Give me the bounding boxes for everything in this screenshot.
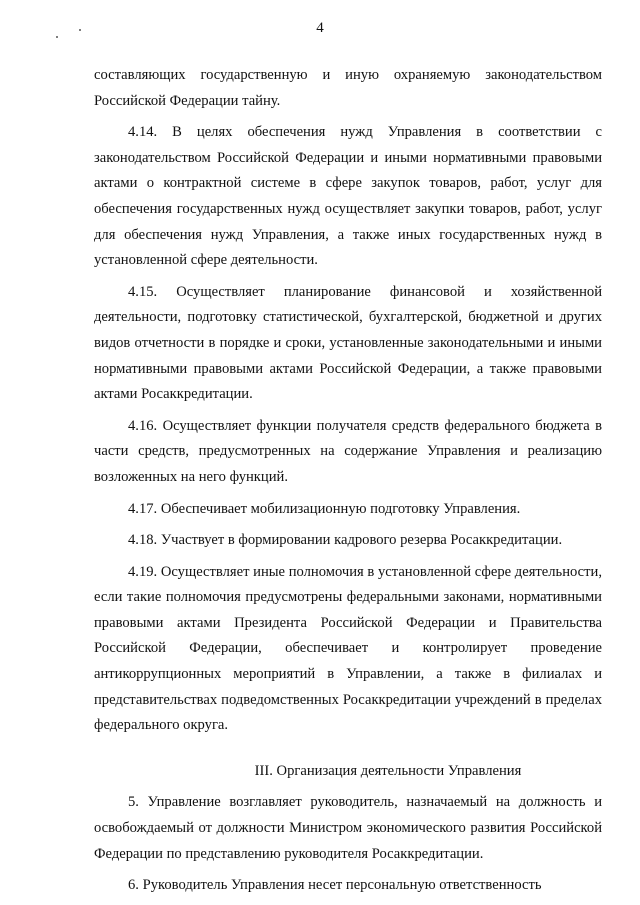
paragraph-6: 6. Руководитель Управления несет персональную ответственность xyxy=(128,877,542,894)
section-heading: III. Организация деятельности Управления xyxy=(254,762,522,779)
paragraph-4-17: 4.17. Обеспечивает мобилизационную подготовку Управления. xyxy=(128,500,521,517)
page-number: 4 xyxy=(316,20,324,36)
paragraph-4-19: 4.19. Осуществляет иные полномочия в установленной сфере деятельности, если такие полномочия предусмотрены федеральными законами, нормативными правовыми актами Президента Российской Федерации и Правительства Российской Федерации, обеспечивает и контролирует проведение антикоррупционных мероприятий в Управлении, а также в филиалах и представительствах подведомственных Росаккредитации учреждений в пределах федерального округа. xyxy=(94,563,602,734)
paragraph-5: 5. Управление возглавляет руководитель, назначаемый на должность и освобождаемый от должности Министром экономического развития Российской Федерации по представлению руководителя Росаккредитации. xyxy=(94,794,602,862)
paragraph-4-16: 4.16. Осуществляет функции получателя средств федерального бюджета в части средств, предусмотренных на содержание Управления и реализацию возложенных на него функций. xyxy=(94,417,602,485)
paragraph-4-15: 4.15. Осуществляет планирование финансовой и хозяйственной деятельности, подготовку статистической, бухгалтерской, бюджетной и других видов отчетности в порядке и сроки, установленные законодательными и иными нормативными правовыми актами Российской Федерации, а также правовыми актами Росаккредитации. xyxy=(94,283,602,403)
paragraph-4-18: 4.18. Участвует в формировании кадрового резерва Росаккредитации. xyxy=(128,532,563,549)
paragraph-continuation: составляющих государственную и иную охраняемую законодательством Российской Федерации тайну. xyxy=(94,67,602,109)
paragraph-4-14: 4.14. В целях обеспечения нужд Управления в соответствии с законодательством Российской Федерации и иными нормативными правовыми актами о контрактной системе в сфере закупок товаров, работ, услуг для обеспечения государственных нужд осуществляет закупки товаров, работ, услуг для обеспечения нужд Управления, а также иных государственных нужд в установленной сфере деятельности. xyxy=(94,124,602,269)
document-body xyxy=(94,63,602,899)
